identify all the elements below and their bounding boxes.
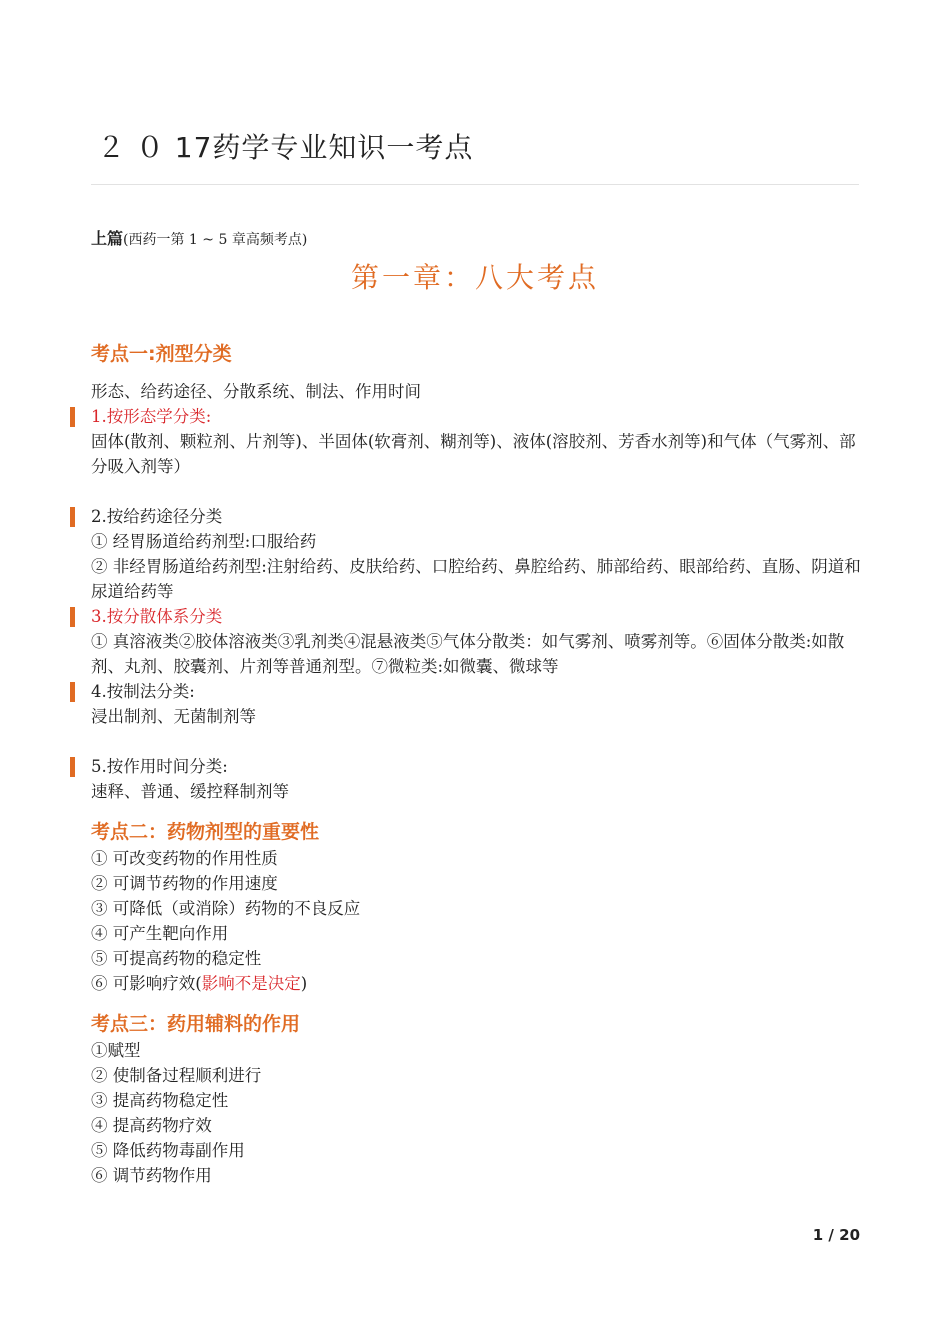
list-item: ⑥ 调节药物作用 [91,1166,212,1185]
section-heading-kd1: 考点一:剂型分类 [91,343,232,365]
list-item: ③ 可降低（或消除）药物的不良反应 [91,899,361,918]
list-item: ③ 提高药物稳定性 [91,1091,229,1110]
list-item: ⑤ 可提高药物的稳定性 [91,949,262,968]
list-item: ④ 可产生靶向作用 [91,924,229,943]
list-item: ④ 提高药物疗效 [91,1116,212,1135]
section-heading-kd3: 考点三：药用辅料的作用 [91,1013,301,1035]
subsection-text-5: 速释、普通、缓控释制剂等 [91,782,289,801]
document-title: ２ ０ 17药学专业知识一考点 [97,131,474,164]
part-label: 上篇 [91,229,124,248]
subsection-text-3: ① 真溶液类②胶体溶液类③乳剂类④混悬液类⑤气体分散类：如气雾剂、喷雾剂等。⑥固体分散类:如散剂、丸剂、胶囊剂、片剂等普通剂型。⑦微粒类:如微囊、微球等 [91,632,845,676]
list-item: ⑤ 降低药物毒副作用 [91,1141,245,1160]
main-content [91,340,866,1188]
chapter-title: 第一章：八大考点 [350,261,599,294]
section-heading-kd2: 考点二：药物剂型的重要性 [91,821,320,843]
subsection-text-4: 浸出制剂、无菌制剂等 [91,707,256,726]
subsection-title-5: 5.按作用时间分类: [91,754,866,779]
subsection-title-1: 1.按形态学分类: [91,404,866,429]
subsection-title-4: 4.按制法分类: [91,679,866,704]
subsection-title-3: 3.按分散体系分类 [91,604,866,629]
part-note: (西药一第 1 ~ 5 章高频考点) [123,232,308,248]
list-item: ①赋型 [91,1041,141,1060]
part-line [91,226,307,249]
marker-bar [70,507,75,527]
page-number: 1 / 20 [812,1226,860,1244]
subsection-text-1: 固体(散剂、颗粒剂、片剂等)、半固体(软膏剂、糊剂等)、液体(溶胶剂、芳香水剂等)和气体（气雾剂、部分吸入剂等） [91,432,856,476]
list-item: ② 使制备过程顺利进行 [91,1066,262,1085]
title-divider [91,184,859,185]
list-item-emphasis: ⑥ 可影响疗效(影响不是决定) [91,974,308,993]
subsection-2-line-2: ② 非经胃肠道给药剂型:注射给药、皮肤给药、口腔给药、鼻腔给药、肺部给药、眼部给药、直肠、阴道和尿道给药等 [91,557,861,601]
subsection-2-line-1: ① 经胃肠道给药剂型:口服给药 [91,532,317,551]
list-item: ② 可调节药物的作用速度 [91,874,278,893]
list-item: ① 可改变药物的作用性质 [91,849,278,868]
marker-bar [70,607,75,627]
marker-bar [70,407,75,427]
marker-bar [70,682,75,702]
emphasis-text: 影响不是决定 [201,974,301,993]
kd1-intro: 形态、给药途径、分散系统、制法、作用时间 [91,382,421,401]
marker-bar [70,757,75,777]
subsection-title-2: 2.按给药途径分类 [91,504,866,529]
